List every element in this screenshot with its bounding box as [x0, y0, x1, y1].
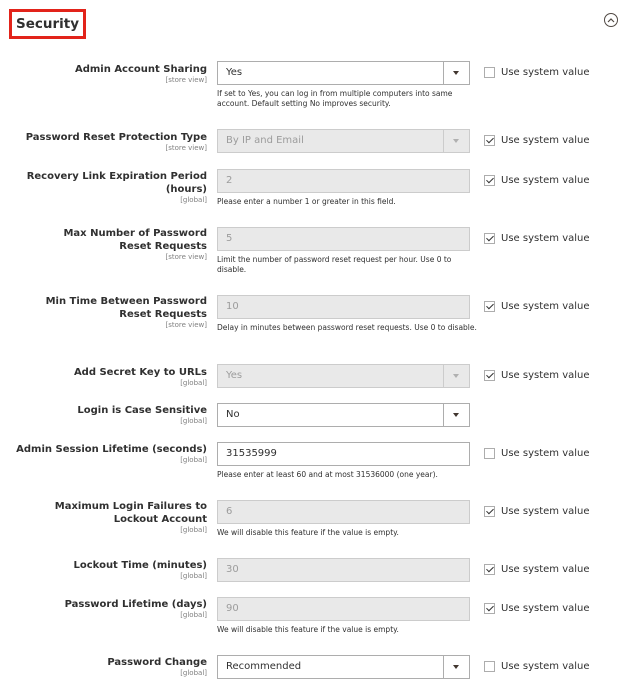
- scope-label: [global]: [180, 196, 207, 204]
- use-system-checkbox[interactable]: [484, 233, 495, 244]
- field-label: Maximum Login Failures to Lockout Account: [54, 501, 207, 525]
- add-secret-key-select[interactable]: Yes: [217, 364, 470, 388]
- recovery-link-expiration-input[interactable]: 2: [217, 169, 470, 193]
- scope-label: [store view]: [165, 321, 207, 329]
- chevron-down-icon: [443, 130, 469, 152]
- chevron-down-icon: [443, 365, 469, 387]
- field-label: Login is Case Sensitive: [77, 405, 207, 416]
- scope-label: [store view]: [165, 76, 207, 84]
- chevron-down-icon: [443, 404, 469, 426]
- field-label: Password Lifetime (days): [64, 599, 207, 610]
- use-system-checkbox[interactable]: [484, 506, 495, 517]
- field-label: Admin Session Lifetime (seconds): [16, 444, 207, 455]
- field-note: Delay in minutes between password reset requests. Use 0 to disable.: [217, 323, 477, 332]
- field-label: Password Change: [107, 657, 207, 668]
- chevron-down-icon: [443, 656, 469, 678]
- use-system-checkbox[interactable]: [484, 448, 495, 459]
- field-note: We will disable this feature if the value is empty.: [217, 625, 399, 634]
- use-system-checkbox[interactable]: [484, 564, 495, 575]
- field-label: Password Reset Protection Type: [25, 132, 207, 143]
- login-case-sensitive-select[interactable]: No: [217, 403, 470, 427]
- scope-label: [global]: [180, 526, 207, 534]
- use-system-checkbox[interactable]: [484, 370, 495, 381]
- use-system-checkbox[interactable]: [484, 175, 495, 186]
- max-login-failures-input[interactable]: 6: [217, 500, 470, 524]
- chevron-down-icon: [443, 62, 469, 84]
- scope-label: [global]: [180, 379, 207, 387]
- field-note: Limit the number of password reset request per hour. Use 0 to disable.: [217, 255, 452, 274]
- use-system-checkbox[interactable]: [484, 661, 495, 672]
- field-note: We will disable this feature if the value is empty.: [217, 528, 399, 537]
- scope-label: [global]: [180, 611, 207, 619]
- admin-account-sharing-select[interactable]: Yes: [217, 61, 470, 85]
- use-system-checkbox[interactable]: [484, 603, 495, 614]
- scope-label: [global]: [180, 669, 207, 677]
- scope-label: [store view]: [165, 253, 207, 261]
- field-note: Please enter a number 1 or greater in this field.: [217, 197, 396, 206]
- field-label: Max Number of Password Reset Requests: [63, 228, 207, 252]
- field-note: If set to Yes, you can log in from multiple computers into same account. Default setting No improves security.: [217, 89, 453, 108]
- use-system-checkbox[interactable]: [484, 301, 495, 312]
- field-label: Lockout Time (minutes): [73, 560, 207, 571]
- scope-label: [global]: [180, 572, 207, 580]
- use-system-checkbox[interactable]: [484, 135, 495, 146]
- password-reset-protection-type-select[interactable]: By IP and Email: [217, 129, 470, 153]
- field-label: Admin Account Sharing: [74, 64, 207, 75]
- field-label: Add Secret Key to URLs: [73, 367, 207, 378]
- scope-label: [global]: [180, 417, 207, 425]
- scope-label: [store view]: [165, 144, 207, 152]
- max-password-reset-requests-input[interactable]: 5: [217, 227, 470, 251]
- scope-label: [global]: [180, 456, 207, 464]
- password-change-select[interactable]: Recommended: [217, 655, 470, 679]
- collapse-icon[interactable]: [604, 13, 618, 27]
- section-title[interactable]: Security: [9, 9, 86, 39]
- section-header: [0, 0, 631, 44]
- lockout-time-input[interactable]: 30: [217, 558, 470, 582]
- field-note: Please enter at least 60 and at most 31536000 (one year).: [217, 470, 438, 479]
- field-label: Recovery Link Expiration Period (hours): [26, 171, 207, 195]
- min-time-between-reset-requests-input[interactable]: 10: [217, 295, 470, 319]
- use-system-checkbox[interactable]: [484, 67, 495, 78]
- password-lifetime-input[interactable]: 90: [217, 597, 470, 621]
- admin-session-lifetime-input[interactable]: 31535999: [217, 442, 470, 466]
- field-label: Min Time Between Password Reset Requests: [45, 296, 207, 320]
